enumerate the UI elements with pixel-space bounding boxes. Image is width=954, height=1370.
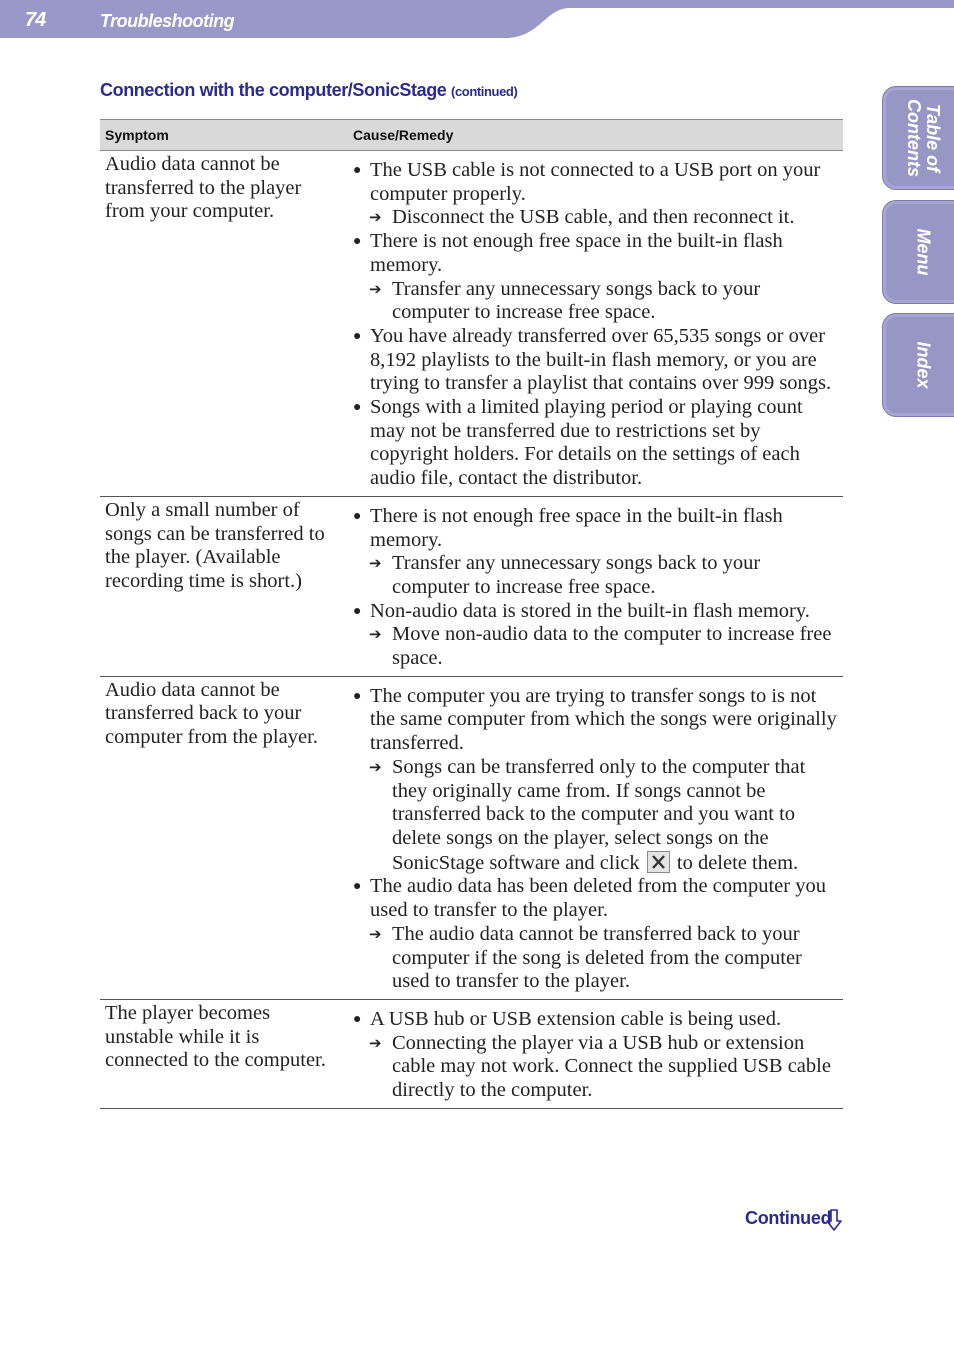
bullet-icon: ●	[353, 603, 362, 619]
arrow-right-icon: ➔	[369, 1033, 382, 1052]
table-row	[100, 151, 843, 497]
cause-remedy-cell	[348, 676, 843, 999]
remedy-item: ➔ Transfer any unnecessary songs back to your computer to increase free space.	[369, 552, 761, 598]
bullet-icon: ●	[353, 688, 362, 704]
symptom-cell: The player becomes unstable while it is connected to the computer.	[105, 1001, 326, 1072]
tab-table-of-contents[interactable]	[882, 86, 954, 190]
cause-item: ● There is not enough free space in the built-in flash memory.	[353, 230, 783, 276]
remedy-item: ➔ Songs can be transferred only to the computer that they originally came from. If songs cannot be transferred back to the computer and you want to delete songs on the player, select songs on the SonicStage software and click to delete them.	[369, 755, 806, 874]
arrow-right-icon: ➔	[369, 279, 382, 298]
column-header-cause-remedy: Cause/Remedy	[348, 120, 843, 151]
page-title	[100, 80, 517, 101]
tab-menu[interactable]	[882, 200, 954, 304]
tab-label: Index	[913, 341, 934, 389]
cause-remedy-cell	[348, 999, 843, 1108]
page-header	[0, 0, 954, 40]
title-main: Connection with the computer/SonicStage	[100, 80, 447, 100]
bullet-icon: ●	[353, 1011, 362, 1027]
symptom-cell: Only a small number of songs can be transferred to the player. (Available recording time is short.)	[105, 498, 325, 592]
cause-item: ● Non-audio data is stored in the built-in flash memory.	[353, 599, 810, 622]
cause-item: ● You have already transferred over 65,535 songs or over 8,192 playlists to the built-in flash memory, or you are trying to transfer a playlist that contains over 999 songs.	[353, 324, 832, 395]
tab-label: Table of Contents	[904, 99, 943, 177]
page-number: 74	[25, 9, 46, 31]
cause-item: ● Songs with a limited playing period or playing count may not be transferred due to restrictions set by copyright holders. For details on the settings of each audio file, contact the distributor.	[353, 396, 803, 490]
title-suffix: (continued)	[451, 84, 518, 99]
arrow-right-icon: ➔	[369, 757, 382, 776]
arrow-right-icon: ➔	[369, 625, 382, 644]
cause-item: ● The audio data has been deleted from the computer you used to transfer to the player.	[353, 875, 826, 922]
bullet-icon: ●	[353, 508, 362, 524]
section-name: Troubleshooting	[100, 11, 235, 31]
column-header-symptom: Symptom	[100, 120, 348, 151]
remedy-item: ➔ Move non-audio data to the computer to increase free space.	[369, 623, 832, 670]
bullet-icon: ●	[353, 163, 362, 178]
cause-item: ● The USB cable is not connected to a USB port on your computer properly.	[353, 159, 821, 205]
down-arrow-icon	[825, 1208, 843, 1232]
table-row	[100, 999, 843, 1108]
arrow-right-icon: ➔	[369, 924, 382, 943]
arrow-right-icon: ➔	[369, 208, 382, 227]
tab-index[interactable]	[882, 313, 954, 417]
arrow-right-icon: ➔	[369, 554, 382, 573]
cause-item: ● The computer you are trying to transfer songs to is not the same computer from which the songs were originally transferred.	[353, 684, 837, 755]
cause-remedy-cell	[348, 496, 843, 676]
tab-label: Menu	[913, 228, 934, 276]
cause-remedy-cell	[348, 151, 843, 497]
table-header-row	[100, 120, 843, 151]
troubleshooting-table	[100, 119, 843, 1109]
bullet-icon: ●	[353, 328, 362, 344]
bullet-icon: ●	[353, 879, 362, 895]
symptom-cell: Audio data cannot be transferred back to your computer from the player.	[105, 678, 318, 749]
table-row	[100, 496, 843, 676]
delete-x-icon	[647, 851, 670, 873]
cause-item: ● There is not enough free space in the built-in flash memory.	[353, 504, 783, 551]
bullet-icon: ●	[353, 400, 362, 416]
remedy-item: ➔ Disconnect the USB cable, and then reconnect it.	[369, 206, 795, 229]
symptom-cell: Audio data cannot be transferred to the player from your computer.	[105, 153, 302, 223]
continued-label: Continued	[745, 1208, 832, 1228]
bullet-icon: ●	[353, 234, 362, 250]
remedy-item: ➔ Connecting the player via a USB hub or extension cable may not work. Connect the supplied USB cable directly to the computer.	[369, 1031, 831, 1102]
remedy-item: ➔ Transfer any unnecessary songs back to your computer to increase free space.	[369, 277, 761, 324]
cause-item: ● A USB hub or USB extension cable is being used.	[353, 1007, 782, 1030]
table-row	[100, 676, 843, 999]
remedy-item: ➔ The audio data cannot be transferred back to your computer if the song is deleted from the computer used to transfer to the player.	[369, 922, 802, 993]
